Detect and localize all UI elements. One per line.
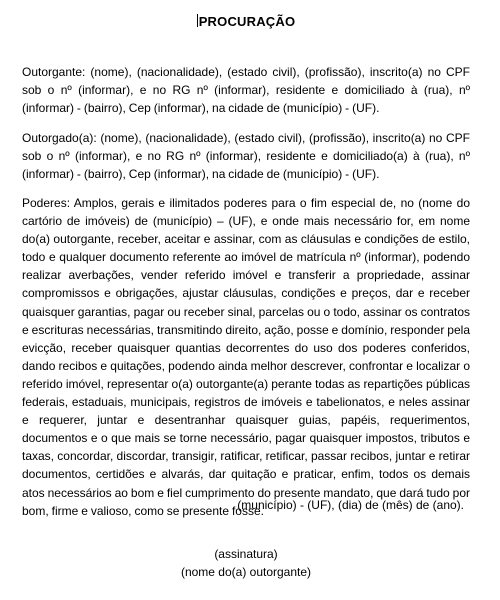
- outorgado-paragraph: Outorgado(a): (nome), (nacionalidade), (estado civil), (profissão), inscrito(a) no CPF sob o nº (informar), e no RG nº (informar), residente e domiciliado(a) à (rua), nº (informar) - (bairro), Cep (informar), na cidade de (município) - (UF).: [22, 131, 470, 182]
- place-and-date: (município) - (UF), (dia) de (mês) de (ano).: [237, 498, 464, 512]
- text-cursor: [197, 14, 198, 27]
- signature-line: (assinatura): [214, 547, 278, 561]
- outorgante-paragraph: Outorgante: (nome), (nacionalidade), (estado civil), (profissão), inscrito(a) no CPF sob o nº (informar), e no RG nº (informar), residente e domiciliado à (rua), nº (informar) - (bairro), Cep (informar), na cidade de (município) - (UF).: [22, 65, 470, 116]
- document-page: [22, 0, 470, 600]
- document-title-wrapper: [22, 13, 470, 31]
- signature-name: (nome do(a) outorgante): [180, 565, 312, 579]
- document-title: PROCURAÇÃO: [198, 14, 296, 29]
- poderes-paragraph: Poderes: Amplos, gerais e ilimitados poderes para o fim especial de, no (nome do cartório de imóveis) de (município) – (UF), e onde mais necessário for, em nome do(a) outorgante, receber, aceitar e assinar, com as cláusulas e condições de estilo, todo e qualquer documento referente ao imóvel de matrícula nº (informar), podendo realizar averbações, vender referido imóvel e transferir a propriedade, assinar compromissos e obrigações, ajustar cláusulas, condições e preços, dar e receber quaisquer garantias, pagar ou receber sinal, parcelas ou o todo, assinar os contratos e escrituras necessárias, transmitindo direito, ação, posse e domínio, responder pela evicção, receber quaisquer quantias decorrentes do uso dos poderes conferidos, dando recibos e quitações, podendo ainda melhor descrever, confrontar e localizar o referido imóvel, representar o(a) outorgante(a) perante todas as repartições públicas federais, estaduais, municipais, registros de imóveis e tabelionatos, e neles assinar e requerer, juntar e desentranhar quaisquer guias, papéis, requerimentos, documentos e o que mais se torne necessário, pagar quaisquer impostos, tributos e taxas, concordar, discordar, transigir, ratificar, retificar, passar recibos, juntar e retirar documentos, certidões e alvarás, dar quitação e praticar, enfim, todos os demais atos necessários ao bom e fiel cumprimento do presente mandato, que dará tudo por bom, firme e valioso, como se presente fosse.: [22, 196, 470, 518]
